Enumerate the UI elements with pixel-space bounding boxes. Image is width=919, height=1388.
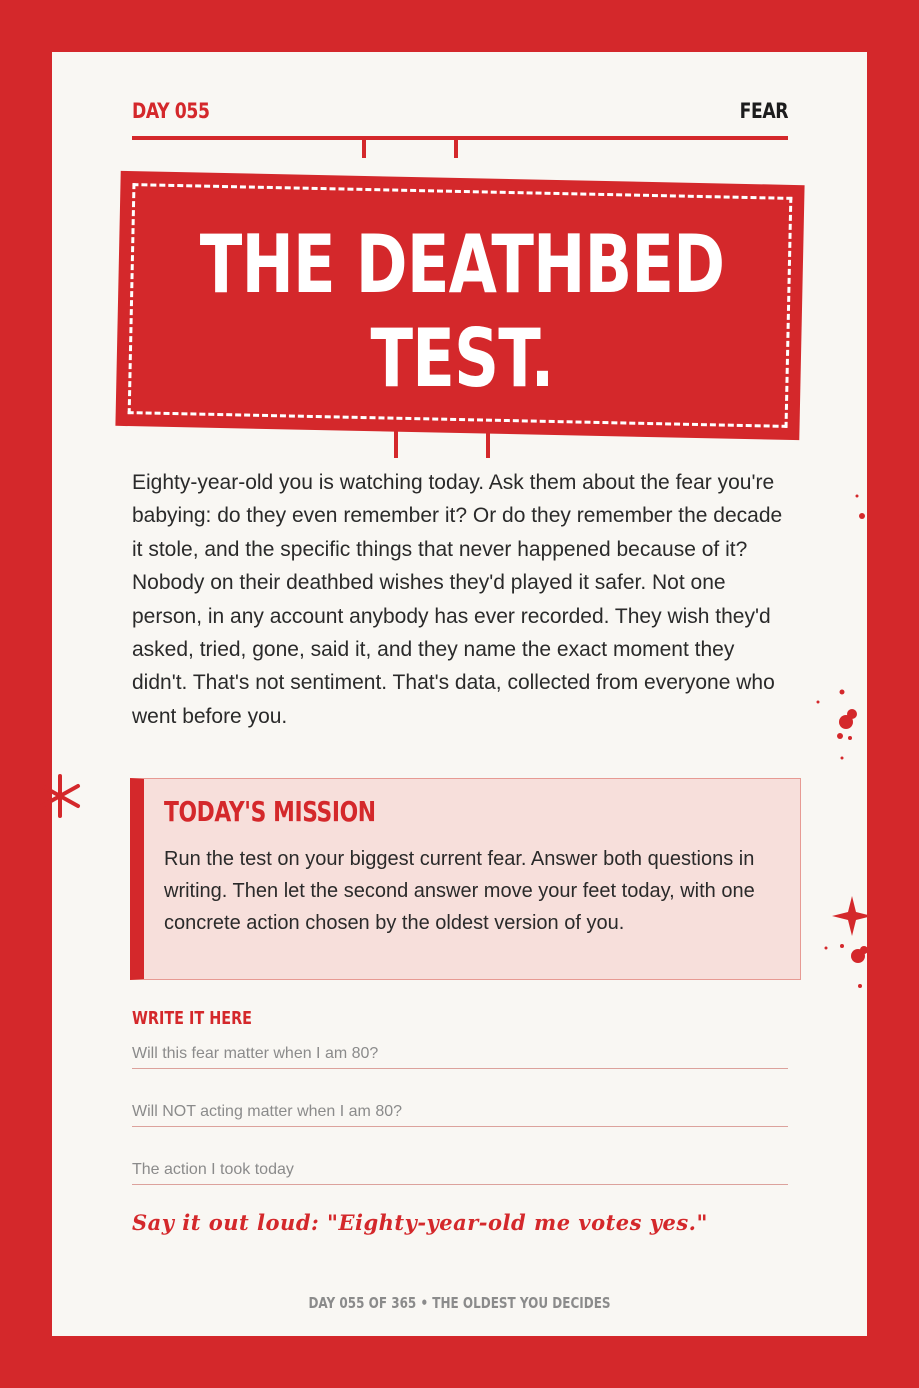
asterisk-icon [36,772,84,820]
field-prompt: Will this fear matter when I am 80? [132,1045,379,1062]
field-prompt: Will NOT acting matter when I am 80? [132,1103,403,1120]
banner-tick-bottom-left [394,430,398,458]
category-label: FEAR [739,99,788,123]
ink-splatter-icon [820,936,870,996]
write-field-fear[interactable] [132,1038,788,1069]
mission-box [130,778,801,980]
write-field-not-acting[interactable] [132,1096,788,1127]
header [132,96,788,140]
banner-tick-top-right [454,136,458,158]
mission-text: Run the test on your biggest current fear. Answer both questions in writing. Then let the second answer move your feet today, with one concrete action chosen by the oldest version of you. [164,848,755,934]
banner-tick-bottom-right [486,430,490,458]
field-prompt: The action I took today [132,1161,294,1178]
title-line-2: TEST. [370,312,554,405]
title-line-1: THE DEATHBED [199,218,725,311]
sparkle-icon [832,896,872,936]
write-label: WRITE IT HERE [132,1008,253,1029]
page-card [52,52,867,1336]
affirmation: Say it out loud: "Eighty-year-old me votes yes." [132,1210,708,1235]
mission-title: TODAY'S MISSION [164,795,376,828]
banner-tick-top-left [362,136,366,158]
footer: DAY 055 OF 365 • THE OLDEST YOU DECIDES [308,1294,611,1312]
write-field-action[interactable] [132,1154,788,1185]
ink-splatter-icon [812,486,872,766]
day-label: DAY 055 [132,99,210,123]
body-paragraph: Eighty-year-old you is watching today. Ask them about the fear you're babying: do they even remember it? Or do they remember the decade it stole, and the specific things that never happened because of it? Nobody on their deathbed wishes they'd played it safer. Not one person, in any account anybody has ever recorded. They wish they'd asked, tried, gone, said it, and they name the exact moment they didn't. That's not sentiment. That's data, collected from everyone who went before you. [132,471,783,728]
page-title [189,218,735,406]
